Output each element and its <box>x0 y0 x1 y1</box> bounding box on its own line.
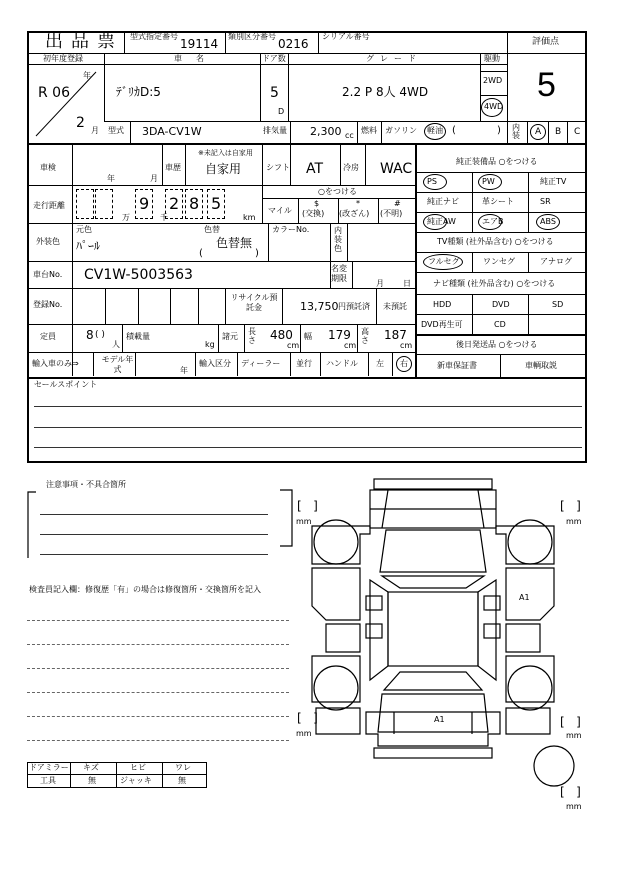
width-label: 幅 <box>304 332 312 341</box>
ac-label: 冷房 <box>343 163 359 172</box>
mile-label: マイル <box>268 206 292 215</box>
legend-tools: 工具 <box>40 776 56 785</box>
interior-color-label: 内装色 <box>334 226 342 253</box>
tv-type-label: TV種類 (社外品含む) ○をつける <box>437 237 554 246</box>
month-unit: 月 <box>91 126 99 135</box>
inspection-year-unit: 年 <box>107 174 115 183</box>
model-year-unit: 年 <box>180 366 188 375</box>
inspection-label: 車検 <box>40 163 56 172</box>
mm-bracket-front-right: [ ] <box>560 499 581 513</box>
mm-unit-front-left: mm <box>296 517 312 526</box>
height-unit: cm <box>400 341 413 350</box>
mileage-digit: 2 <box>169 194 180 213</box>
tv-oneseg: ワンセグ <box>483 257 515 266</box>
mileage-label: 走行距離 <box>33 201 65 210</box>
equipment-item-circle <box>423 174 447 190</box>
interior-a-circle <box>530 124 546 140</box>
model-label: 型式 <box>108 126 124 135</box>
color-change-label: 色替 <box>204 225 220 234</box>
first-reg-year: R 06 <box>38 85 70 101</box>
parallel-label: 並行 <box>296 359 312 368</box>
later-shipment-label: 後日発送品 ○をつける <box>456 340 538 349</box>
grade-label: グレード <box>366 54 422 63</box>
history-value: 自家用 <box>205 162 242 176</box>
car-damage-diagram <box>290 476 590 816</box>
displacement-value: 2,300 <box>310 125 342 138</box>
navi-sd: SD <box>552 300 564 309</box>
length-value: 480 <box>270 328 293 342</box>
grade-value: 2.2 P 8人 4WD <box>342 85 429 99</box>
mm-bracket-rear-left: [ ] <box>297 711 318 725</box>
capacity-unit: 人 <box>112 340 120 349</box>
door-suffix: D <box>278 107 285 116</box>
damage-mark-rear: A1 <box>434 715 445 724</box>
chassis-label: 車台No. <box>33 270 63 279</box>
drive-label: 駆動 <box>484 54 500 63</box>
unknown-label: (不明) <box>380 209 403 218</box>
fuel-label: 燃料 <box>361 126 377 135</box>
mileage-digit-box <box>95 189 113 219</box>
mm-unit-rear-right: mm <box>566 731 582 740</box>
mm-bracket-rear-right: [ ] <box>560 715 581 729</box>
first-reg-label: 初年度登録 <box>43 54 83 63</box>
mm-unit-spare: mm <box>566 802 582 811</box>
recycle-label: リサイクル預託金 <box>230 293 278 312</box>
name-change-label: 名変期限 <box>331 264 347 283</box>
mm-unit-rear-left: mm <box>296 729 312 738</box>
legend-jack: ジャッキ <box>120 776 152 785</box>
legend-tools-none: 無 <box>88 776 96 785</box>
mm-bracket-front-left: [ ] <box>297 499 318 513</box>
model-value: 3DA-CV1W <box>142 125 202 138</box>
exchange-label: (交換) <box>302 209 325 218</box>
capacity-value: 8 <box>86 328 94 342</box>
length-unit: cm <box>287 341 300 350</box>
equipment-item: 純正TV <box>540 177 567 186</box>
evaluation-score: 5 <box>537 66 556 104</box>
history-note: ※未記入は自家用 <box>198 149 253 157</box>
interior-c: C <box>574 127 581 137</box>
handle-label: ハンドル <box>326 359 358 368</box>
door-count: 5 <box>270 85 279 101</box>
navi-dvd: DVD <box>492 300 510 309</box>
ac-value: WAC <box>380 161 413 177</box>
equipment-item: PW <box>482 177 495 186</box>
year-unit: 年 <box>83 71 91 80</box>
recycle-status: 円預託済 <box>338 302 370 311</box>
import-label: 輸入車のみ⇒ <box>32 359 79 368</box>
legend-scratch: キズ <box>83 763 99 772</box>
interior-b: B <box>555 127 562 137</box>
tv-fullseg-circle <box>423 254 463 270</box>
mileage-digit: 9 <box>139 194 150 213</box>
equipment-item-circle <box>423 214 447 230</box>
page-title: 出品票 <box>45 31 123 52</box>
cd-label: CD <box>494 320 506 329</box>
load-label: 積載量 <box>126 332 150 341</box>
genuine-equipment-label: 純正装備品 ○をつける <box>456 157 538 166</box>
orig-color-value: ﾊﾟｰﾙ <box>76 239 101 253</box>
color-code-label: カラーNo. <box>272 225 310 234</box>
equipment-item-circle <box>536 214 560 230</box>
handle-right-circle <box>396 356 412 372</box>
notes-bracket <box>24 480 296 560</box>
model-approval-label: 型式指定番号 <box>130 32 178 41</box>
legend-door-mirror: ドアミラー <box>29 763 69 772</box>
height-label: 高さ <box>361 327 369 345</box>
first-reg-month: 2 <box>76 115 85 131</box>
owners-manual: 車輌取説 <box>525 361 557 370</box>
equipment-item: エアB <box>482 217 504 226</box>
dims-label: 諸元 <box>222 332 238 341</box>
category-label: 類別区分番号 <box>228 32 276 41</box>
length-label: 長さ <box>248 327 256 345</box>
fuel-diesel: 軽油 <box>427 126 443 135</box>
chassis-number: CV1W-5003563 <box>84 267 193 283</box>
interior-label: 内装 <box>512 123 520 140</box>
tampered-label: (改ざん) <box>339 209 370 218</box>
drive-4wd-circle <box>481 98 503 117</box>
model-year-label: モデル年式 <box>101 355 134 374</box>
equipment-item: 純正AW <box>427 217 456 226</box>
height-value: 187 <box>384 328 407 342</box>
sales-point-label: セールスポイント <box>34 380 98 389</box>
navi-hdd: HDD <box>433 300 452 309</box>
displacement-label: 排気量 <box>263 126 287 135</box>
displacement-unit: cc <box>345 131 354 140</box>
equipment-item: 純正ナビ <box>427 197 459 206</box>
equipment-item-circle <box>478 174 502 190</box>
drive-4wd: 4WD <box>484 102 504 111</box>
equipment-item: PS <box>427 177 437 186</box>
mileage-unit: km <box>243 213 256 222</box>
legend-break: ワレ <box>175 763 191 772</box>
mileage-digit: 8 <box>189 194 200 213</box>
model-approval-no: 19114 <box>180 37 219 51</box>
load-unit: kg <box>205 340 215 349</box>
warranty-book: 新車保証書 <box>437 361 477 370</box>
notes-label: 注意事項・不具合箇所 <box>46 480 126 489</box>
doors-label: ドア数 <box>262 54 286 63</box>
score-label: 評価点 <box>532 37 560 47</box>
color-change-value: 色替無 <box>216 236 253 250</box>
inspector-label: 検査員記入欄：修復歴「有」の場合は修復箇所・交換箇所を記入 <box>29 585 261 594</box>
history-label: 車歴 <box>165 163 181 172</box>
width-value: 179 <box>328 328 351 342</box>
drive-2wd: 2WD <box>483 76 503 85</box>
fuel-gasoline: ガソリン <box>385 126 417 135</box>
navi-type-label: ナビ種類 (社外品含む) ○をつける <box>433 279 556 288</box>
capacity-label: 定員 <box>40 332 56 341</box>
car-name: ﾃﾞﾘｶD:5 <box>116 85 161 99</box>
width-unit: cm <box>344 341 357 350</box>
mm-unit-front-right: mm <box>566 517 582 526</box>
mileage-digit-box <box>76 189 94 219</box>
legend-jack-none: 無 <box>178 776 186 785</box>
equipment-item-circle <box>478 214 502 230</box>
tv-fullseg: フルセグ <box>428 257 460 266</box>
reg-no-label: 登録No. <box>33 300 63 309</box>
legend-crack: ヒビ <box>130 763 146 772</box>
handle-right: 右 <box>400 359 408 368</box>
mileage-man: 万 <box>122 213 130 222</box>
mm-bracket-spare: [ ] <box>560 785 581 799</box>
equipment-item: ABS <box>540 217 556 226</box>
orig-color-label-side: 外装色 <box>36 237 60 246</box>
equipment-item: 革シート <box>482 197 514 206</box>
mileage-digit: 5 <box>211 194 222 213</box>
recycle-amount: 13,750 <box>300 300 339 313</box>
car-name-label: 車名 <box>174 54 218 63</box>
orig-color-label: 元色 <box>76 225 92 234</box>
mileage-sen: 千 <box>160 213 168 222</box>
import-type-label: 輸入区分 <box>199 359 231 368</box>
fuel-diesel-circle <box>424 123 446 140</box>
recycle-unpaid: 未預託 <box>383 302 407 311</box>
shift-label: シフト <box>266 163 290 172</box>
interior-a: A <box>535 127 542 137</box>
shift-value: AT <box>306 161 324 177</box>
handle-left: 左 <box>376 359 384 368</box>
equipment-item: SR <box>540 197 551 206</box>
category-no: 0216 <box>278 37 309 51</box>
tv-analog: アナログ <box>540 257 572 266</box>
inspection-month-unit: 月 <box>150 174 158 183</box>
odometer-circle-note: ○をつける <box>318 187 357 196</box>
dvd-playback-label: DVD再生可 <box>421 320 463 329</box>
serial-label: シリアル番号 <box>322 32 370 41</box>
dealer-label: ディーラー <box>241 359 281 368</box>
damage-mark-side: A1 <box>519 593 530 602</box>
